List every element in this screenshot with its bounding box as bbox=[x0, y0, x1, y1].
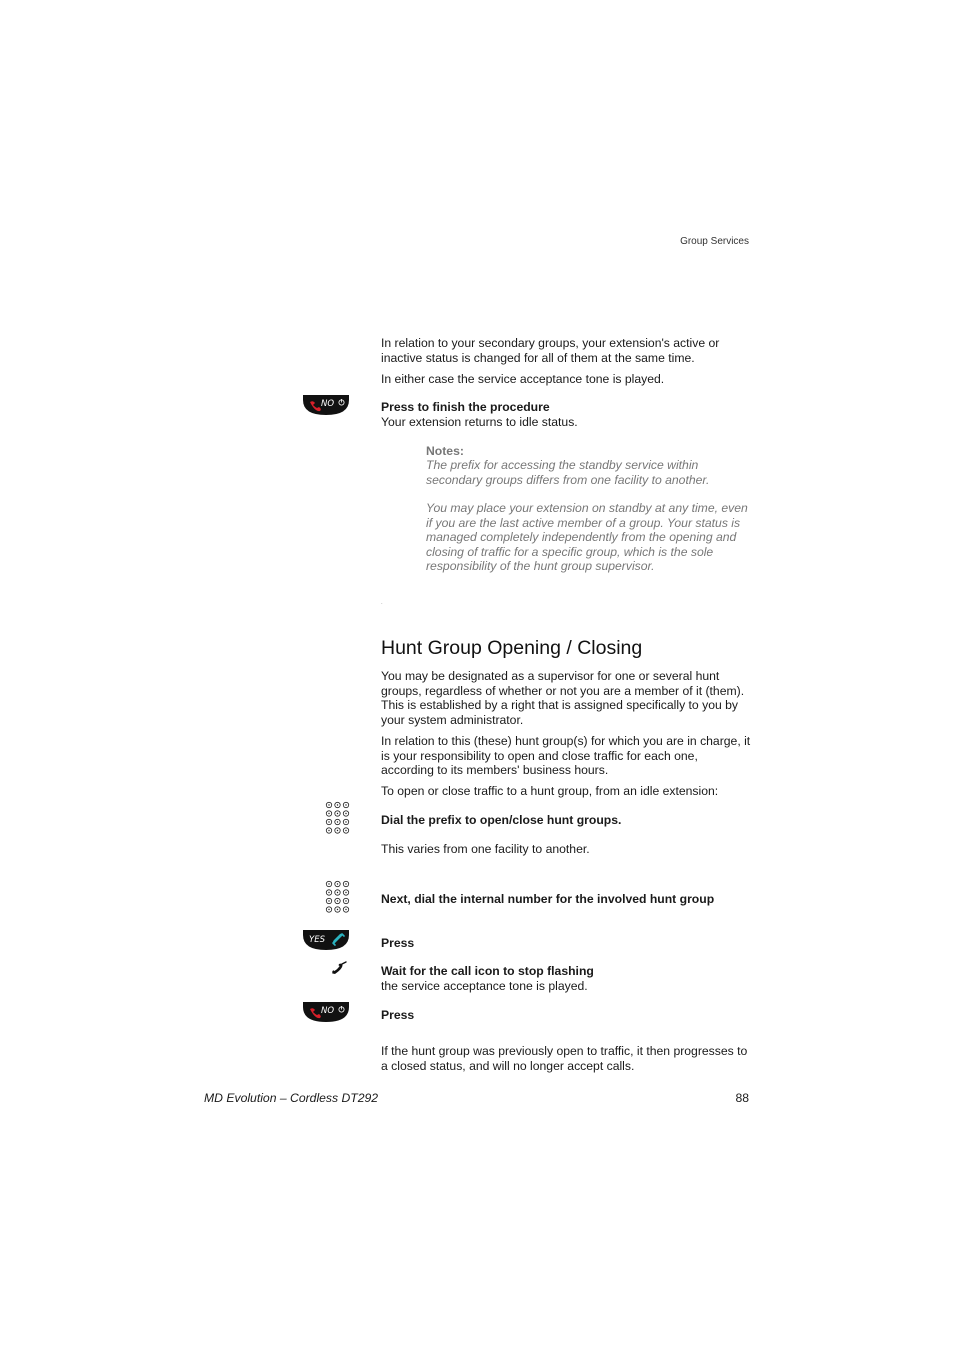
wait-step-title: Wait for the call icon to stop flashing bbox=[381, 964, 594, 978]
section-paragraph-1: You may be designated as a supervisor for one or several hunt groups, regardless of whether or not you are a member of it (them). This is established by a right that is assigned specifically to you by your system administrator. bbox=[381, 669, 745, 727]
press-yes-step: Press bbox=[381, 936, 415, 950]
intro-paragraph-1: In relation to your secondary groups, your extension's active or inactive status is changed for all of them at the same time. bbox=[381, 336, 720, 365]
keypad-icon bbox=[325, 880, 350, 915]
svg-text:NO: NO bbox=[321, 399, 335, 409]
intro-paragraph-2: In either case the service acceptance tone is played. bbox=[381, 372, 665, 386]
section-title: Hunt Group Opening / Closing bbox=[381, 637, 643, 659]
call-icon bbox=[330, 961, 350, 975]
outcome-paragraph: If the hunt group was previously open to traffic, it then progresses to a closed status, and will no longer accept calls. bbox=[381, 1044, 748, 1073]
note-2: You may place your extension on standby at any time, even if you are the last active member of a group. Your status is managed completely independently from the opening and closing of traffic for a specific group, which is the sole responsibility of the hunt group supervisor. bbox=[426, 501, 748, 573]
running-header: Group Services bbox=[680, 236, 749, 247]
keypad-icon bbox=[325, 801, 350, 836]
notes-title bbox=[426, 444, 751, 459]
note-1: The prefix for accessing the standby service within secondary groups differs from one facility to another. bbox=[426, 458, 710, 487]
press-no-step: Press bbox=[381, 1008, 415, 1022]
footer-page-number: 88 bbox=[735, 1091, 749, 1105]
no-key-icon bbox=[302, 394, 350, 416]
notes-heading: Notes: bbox=[426, 444, 464, 458]
separator-dot: . bbox=[381, 600, 383, 606]
svg-text:YES: YES bbox=[309, 935, 325, 945]
wait-step-text: the service acceptance tone is played. bbox=[381, 979, 588, 993]
section-paragraph-3: To open or close traffic to a hunt group, from an idle extension: bbox=[381, 784, 719, 798]
section-paragraph-2: In relation to this (these) hunt group(s) for which you are in charge, it is your responsibility to open and close traffic for each one, according to its members' business hours. bbox=[381, 734, 751, 777]
dial-number-step: Next, dial the internal number for the involved hunt group bbox=[381, 892, 715, 906]
dial-prefix-note: This varies from one facility to another. bbox=[381, 842, 590, 856]
footer-doc-title: MD Evolution – Cordless DT292 bbox=[204, 1091, 379, 1105]
finish-procedure-text: Your extension returns to idle status. bbox=[381, 415, 578, 429]
dial-prefix-step: Dial the prefix to open/close hunt groups. bbox=[381, 813, 622, 827]
finish-procedure-title: Press to finish the procedure bbox=[381, 400, 550, 414]
no-key-icon bbox=[302, 1001, 350, 1023]
svg-text:NO: NO bbox=[321, 1006, 335, 1016]
yes-key-icon bbox=[302, 929, 350, 951]
